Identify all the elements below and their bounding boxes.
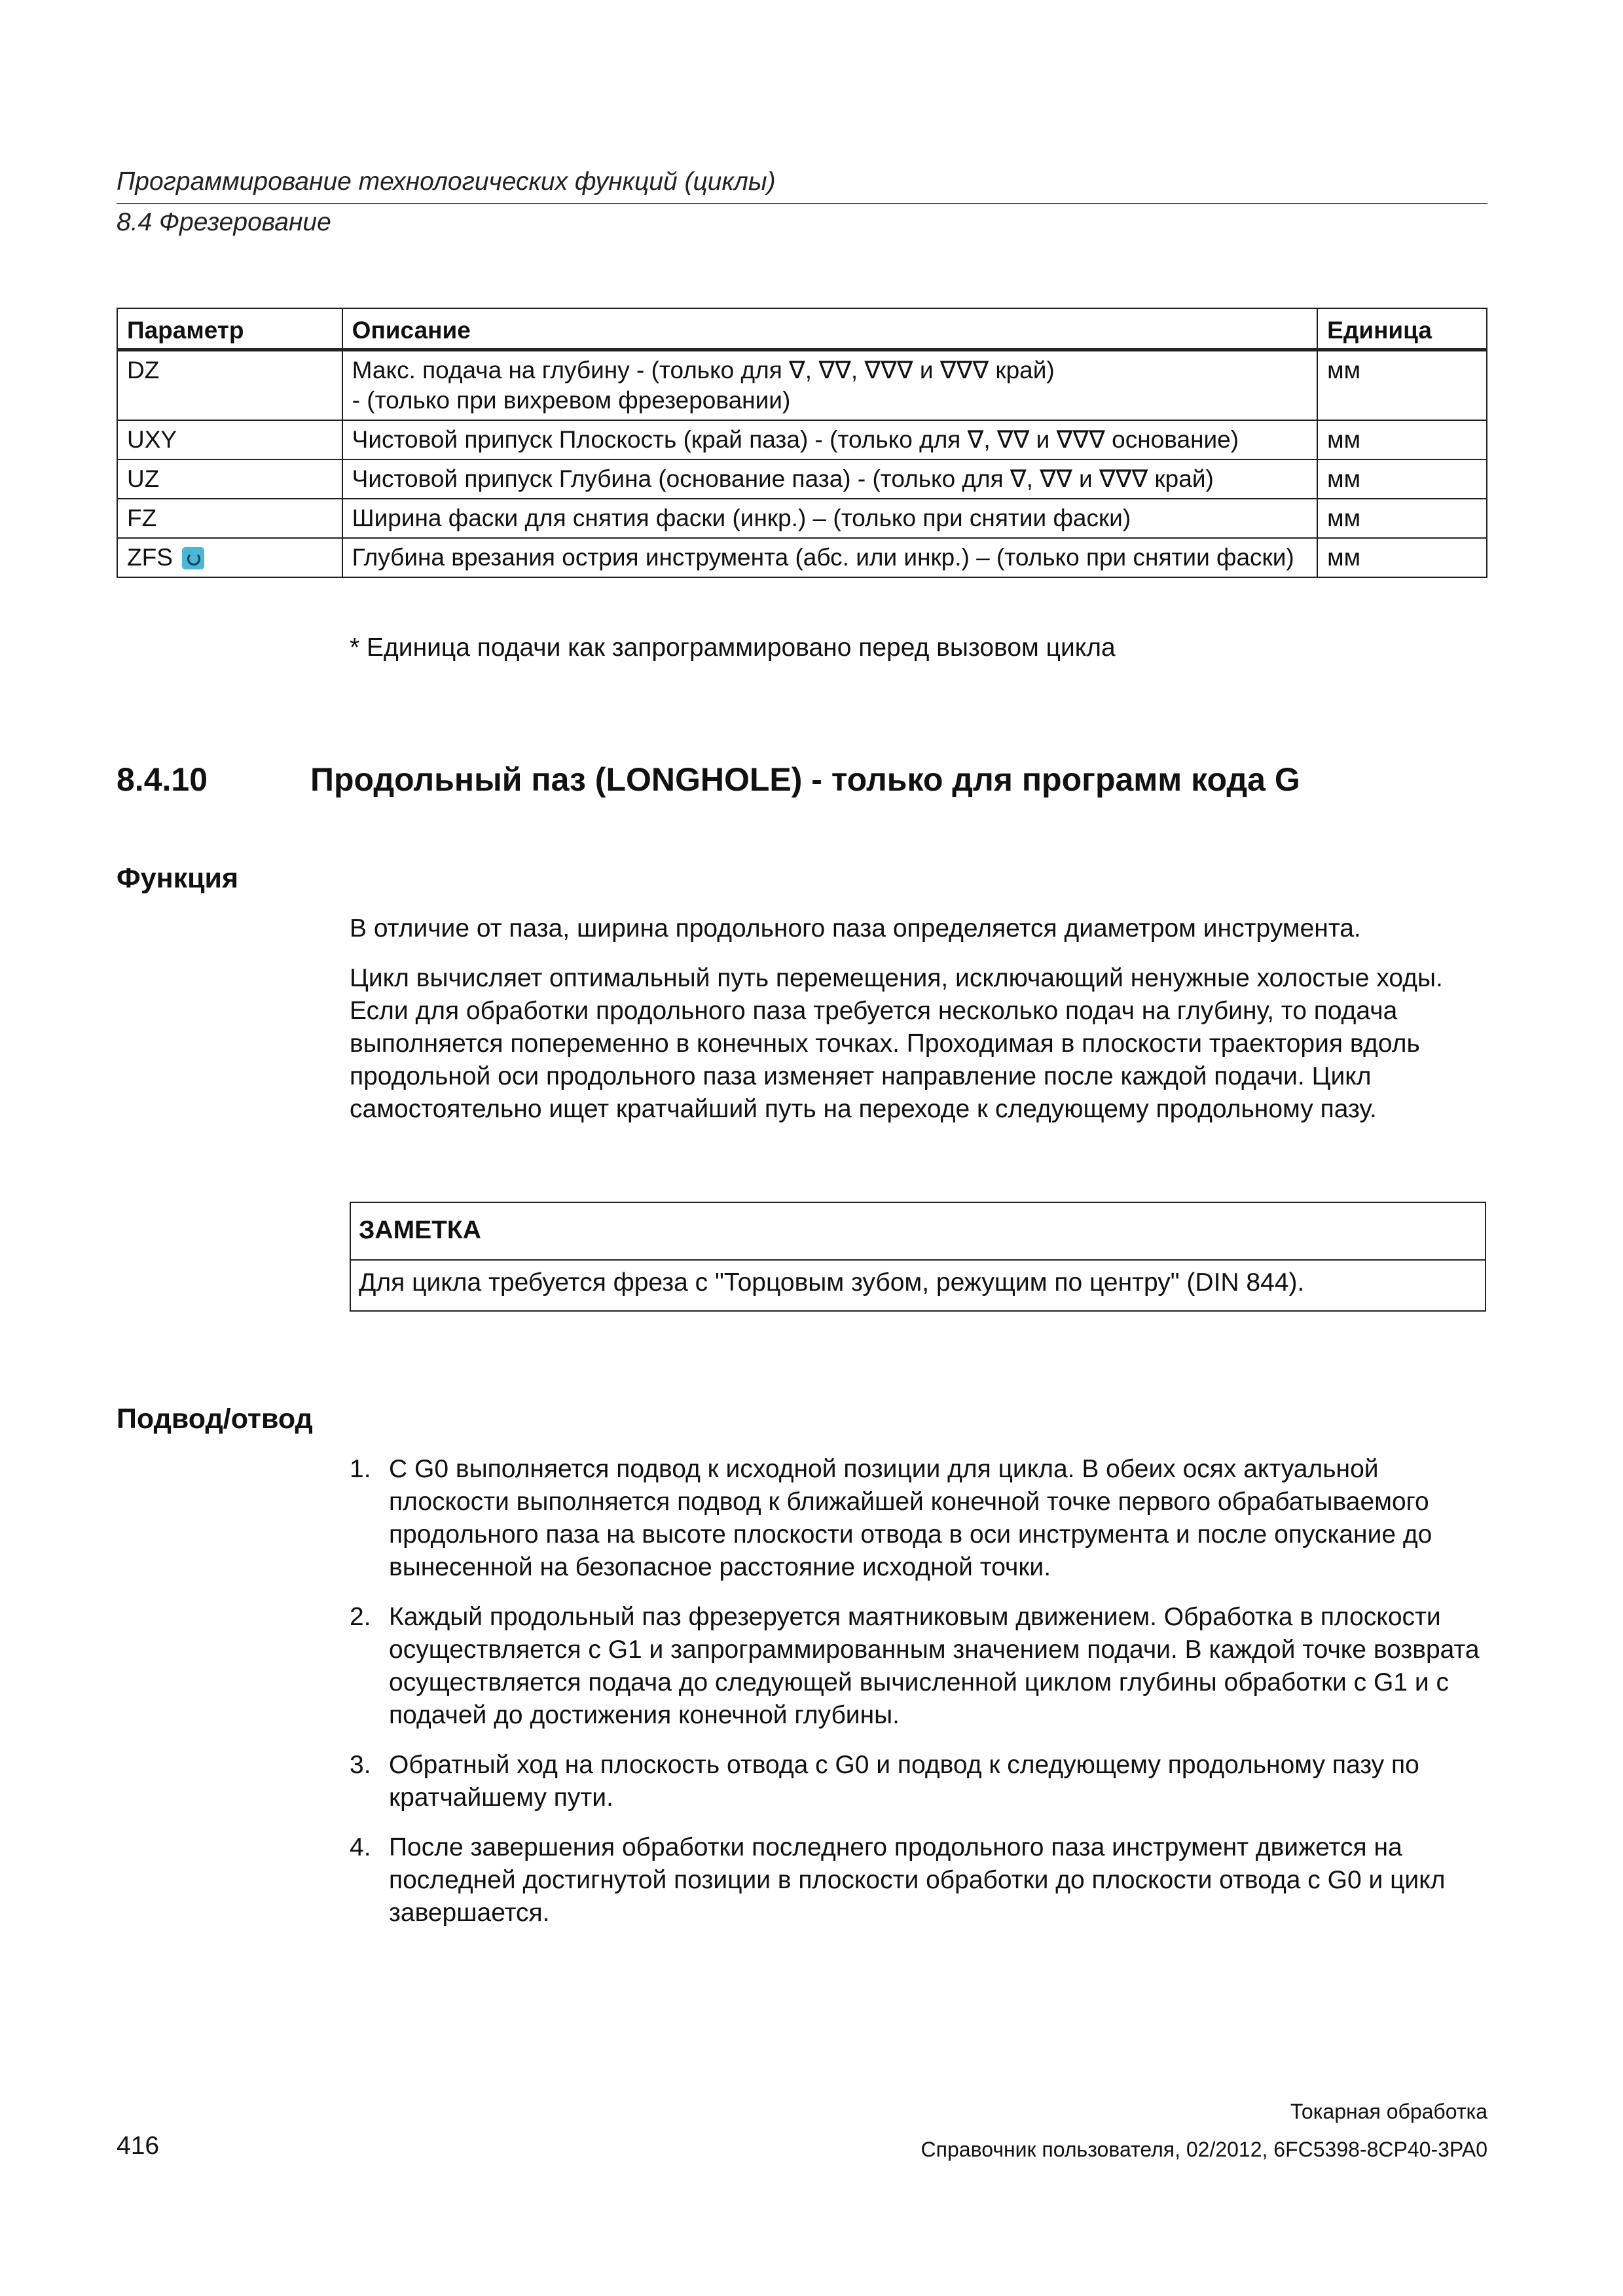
list-item-text: Обратный ход на плоскость отвода с G0 и подвод к следующему продольному пазу по кратчайшему пути.	[389, 1751, 1419, 1812]
note-box	[350, 1202, 1486, 1312]
table-row	[117, 420, 1487, 459]
param-cell: DZ	[117, 350, 342, 421]
cycle-toggle-icon	[182, 547, 204, 569]
description-cell: Чистовой припуск Глубина (основание паза) - (только для ∇, ∇∇ и ∇∇∇ край)	[342, 459, 1317, 499]
param-name: ZFS	[127, 544, 173, 571]
list-item-number: 4.	[350, 1833, 371, 1861]
table-row	[117, 459, 1487, 499]
page-number: 416	[117, 2132, 160, 2160]
table-row	[117, 538, 1487, 577]
list-item	[350, 1831, 1489, 1929]
function-paragraph-1: В отличие от паза, ширина продольного паза определяется диаметром инструмента.	[350, 914, 1361, 942]
list-item-number: 1.	[350, 1455, 371, 1483]
description-cell: Глубина врезания острия инструмента (абс. или инкр.) – (только при снятии фаски)	[342, 538, 1317, 577]
unit-cell: мм	[1317, 499, 1487, 538]
column-header-param: Параметр	[117, 308, 342, 350]
column-header-description: Описание	[342, 308, 1317, 350]
list-item-text: Каждый продольный паз фрезеруется маятниковым движением. Обработка в плоскости осуществляется с G1 и запрограммированным значением подачи. В каждой точке возврата осуществляется подача до следующей вычисленной циклом глубины обработки с G1 и с подачей до достижения конечной глубины.	[389, 1603, 1480, 1729]
list-item-text: После завершения обработки последнего продольного паза инструмент движется на последней достигнутой позиции в плоскости обработки до плоскости отвода с G0 и цикл завершается.	[389, 1833, 1446, 1927]
description-cell: Макс. подача на глубину - (только для ∇, ∇∇, ∇∇∇ и ∇∇∇ край) - (только при вихревом фрезеровании)	[342, 350, 1317, 421]
list-item-text: С G0 выполняется подвод к исходной позиции для цикла. В обеих осях актуальной плоскости выполняется подвод к ближайшей конечной точке первого обрабатываемого продольного паза на высоте плоскости отвода в оси инструмента и после опускание до вынесенной на безопасное расстояние исходной точки.	[389, 1455, 1432, 1581]
unit-cell: мм	[1317, 459, 1487, 499]
function-paragraph-2: Цикл вычисляет оптимальный путь перемещения, исключающий ненужные холостые ходы. Если для обработки продольного паза требуется несколько подач на глубину, то подача выполняется попеременно в конечных точках. Проходимая в плоскости траектория вдоль продольной оси продольного паза изменяет направление после каждой подачи. Цикл самостоятельно ищет кратчайший путь на переходе к следующему продольному пазу.	[350, 964, 1443, 1123]
section-number: 8.4.10	[117, 761, 208, 798]
param-cell: UZ	[117, 459, 342, 499]
parameter-table	[117, 308, 1487, 578]
header-rule	[117, 203, 1487, 204]
list-item-number: 3.	[350, 1751, 371, 1779]
list-item	[350, 1749, 1489, 1814]
approach-heading: Подвод/отвод	[117, 1403, 313, 1435]
note-divider	[351, 1259, 1485, 1261]
column-header-unit: Единица	[1317, 308, 1487, 350]
table-row	[117, 499, 1487, 538]
description-cell: Ширина фаски для снятия фаски (инкр.) – (только при снятии фаски)	[342, 499, 1317, 538]
note-title: ЗАМЕТКА	[359, 1216, 481, 1244]
running-header-section: 8.4 Фрезерование	[117, 208, 331, 236]
description-cell: Чистовой припуск Плоскость (край паза) - (только для ∇, ∇∇ и ∇∇∇ основание)	[342, 420, 1317, 459]
list-item-number: 2.	[350, 1603, 371, 1631]
footer-doc-title: Токарная обработка	[1290, 2100, 1487, 2123]
footer-doc-reference: Справочник пользователя, 02/2012, 6FC5398-8CP40-3PA0	[921, 2138, 1487, 2161]
function-heading: Функция	[117, 863, 239, 894]
unit-cell: мм	[1317, 350, 1487, 421]
running-header-chapter: Программирование технологических функций (циклы)	[117, 168, 776, 196]
param-cell	[117, 538, 342, 577]
note-text: Для цикла требуется фреза с "Торцовым зубом, режущим по центру" (DIN 844).	[359, 1268, 1305, 1297]
table-row	[117, 350, 1487, 421]
section-title: Продольный паз (LONGHOLE) - только для программ кода G	[310, 761, 1300, 798]
unit-cell: мм	[1317, 538, 1487, 577]
table-header-row	[117, 308, 1487, 350]
table-footnote: * Единица подачи как запрограммировано перед вызовом цикла	[350, 634, 1116, 662]
param-cell: FZ	[117, 499, 342, 538]
unit-cell: мм	[1317, 420, 1487, 459]
list-item	[350, 1453, 1489, 1584]
list-item	[350, 1601, 1489, 1732]
param-cell: UXY	[117, 420, 342, 459]
